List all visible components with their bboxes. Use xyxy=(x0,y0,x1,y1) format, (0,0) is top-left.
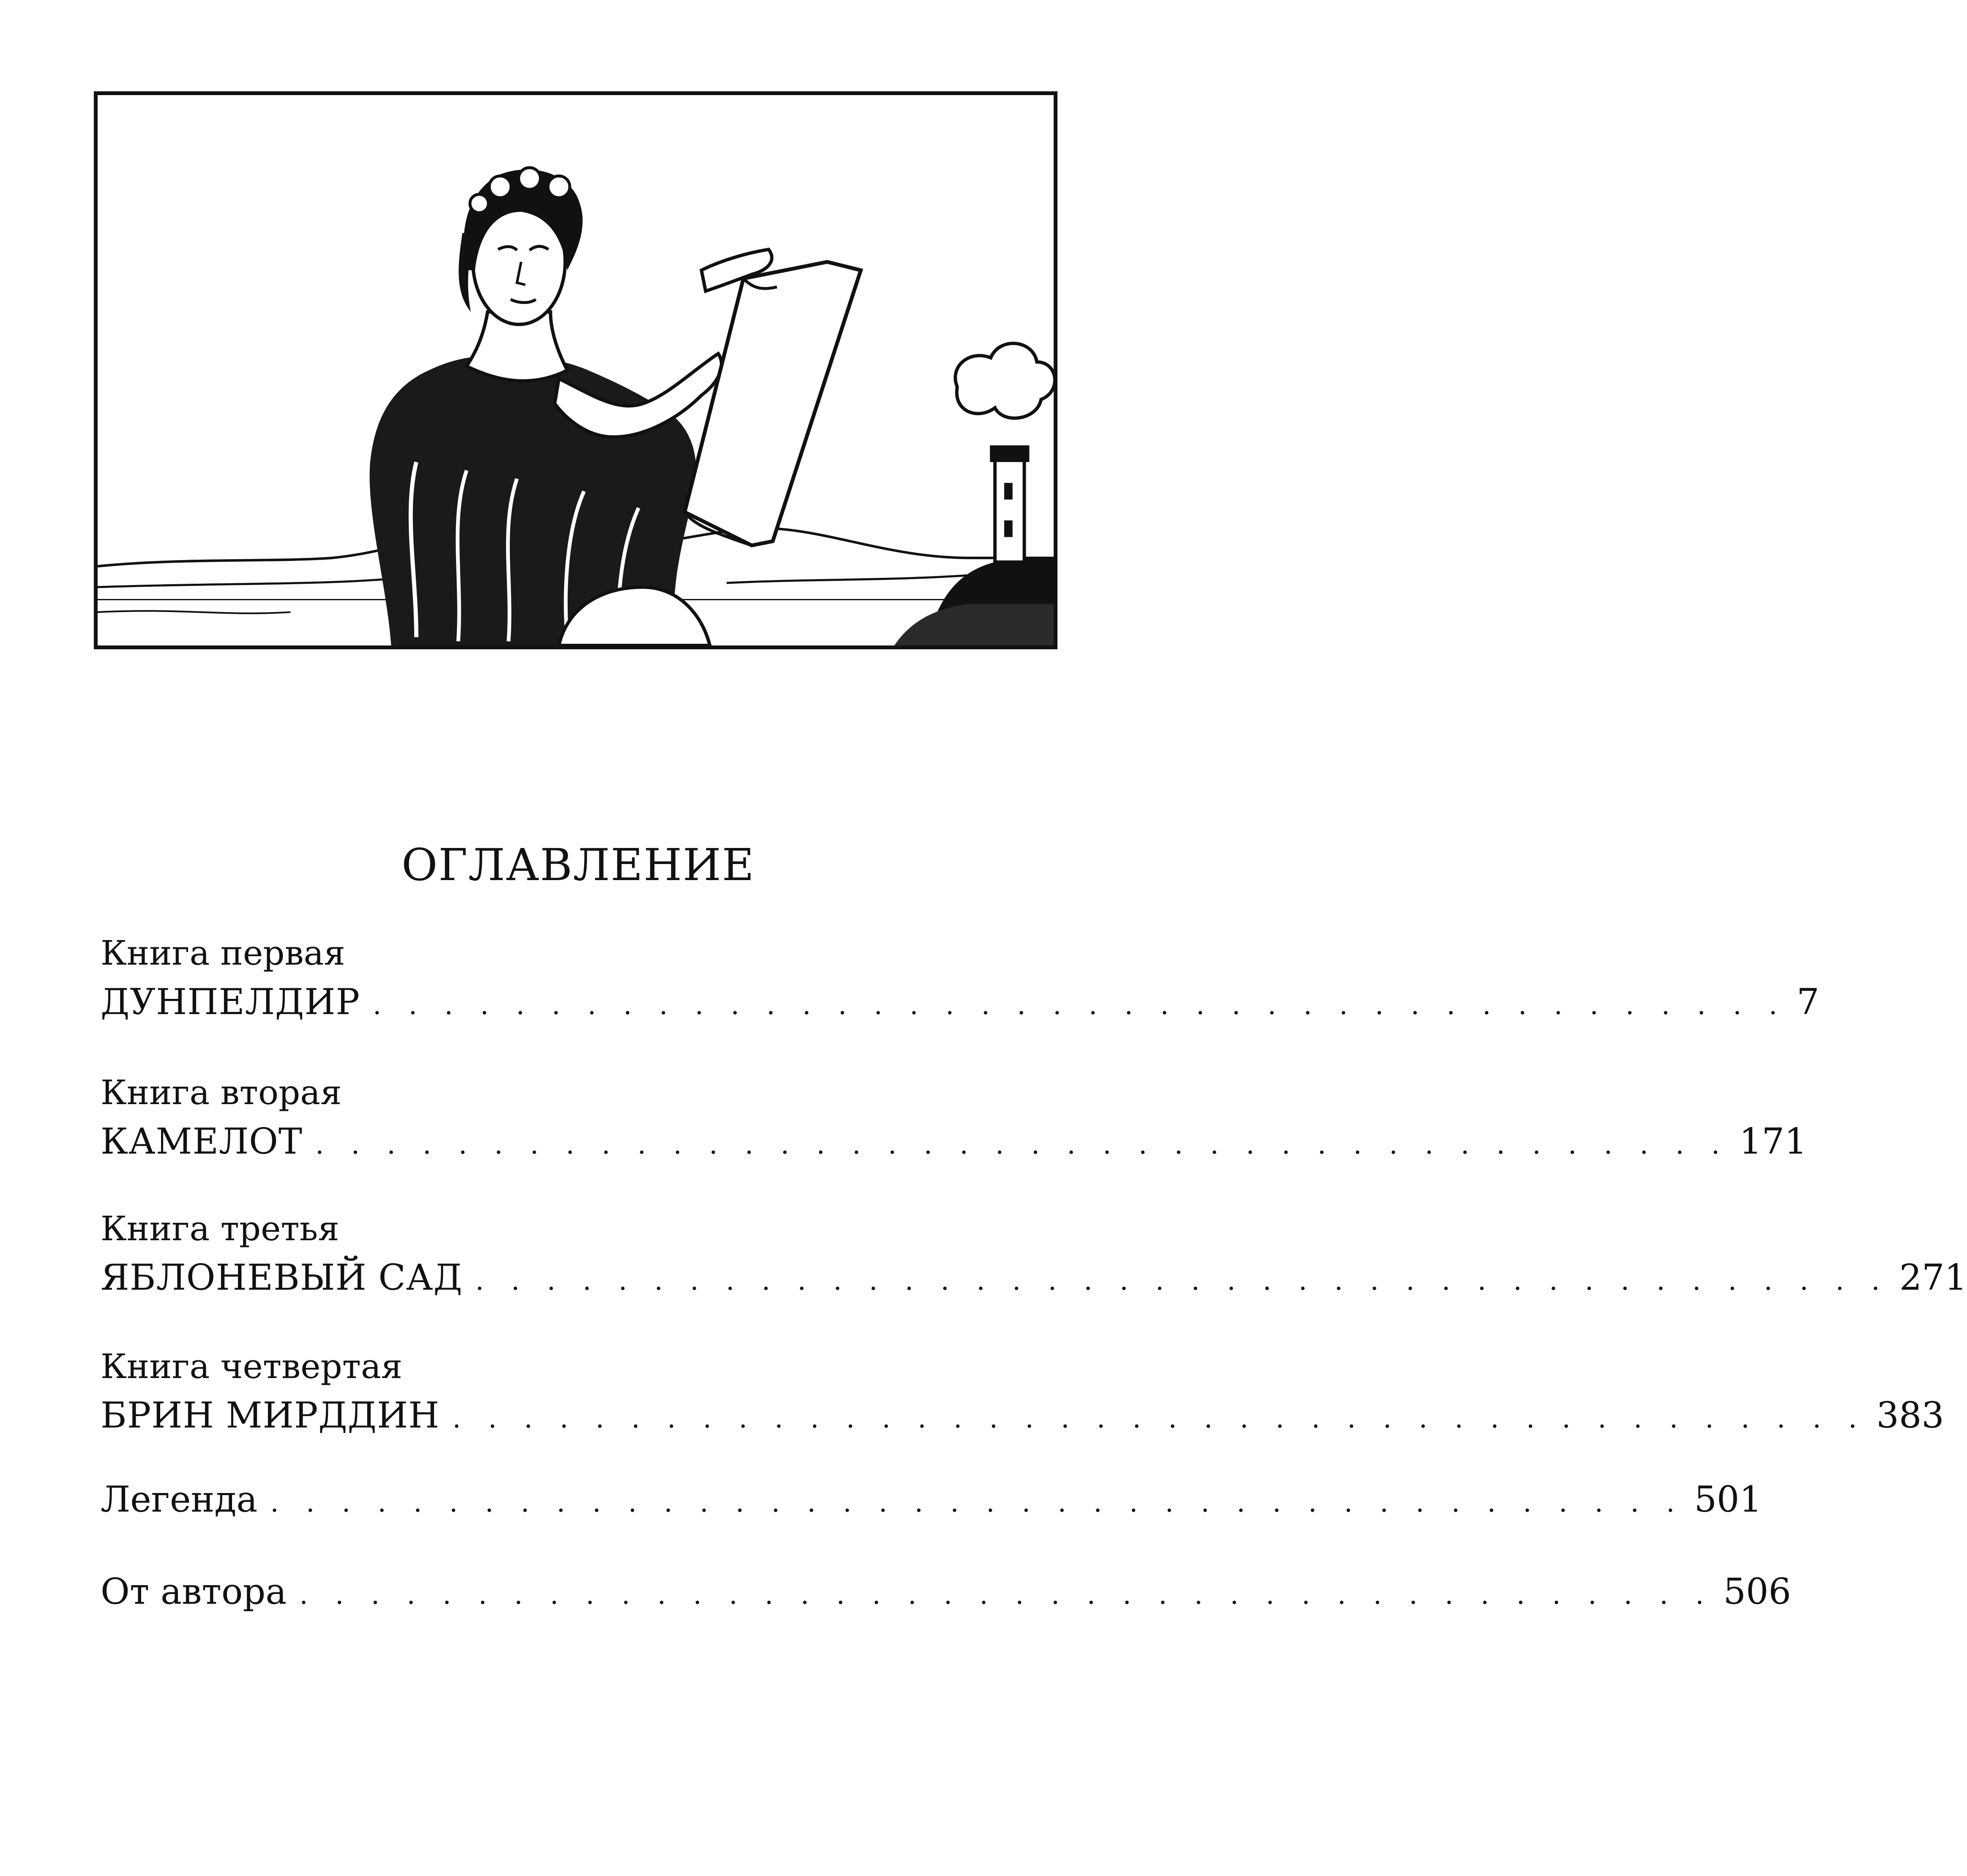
dot-leader: . . . . . . . . . . . . . . . . . . . . . . . . . . . . . . . . . . . . . . . . xyxy=(299,1579,1713,1611)
chapter-title: Легенда xyxy=(101,1479,258,1520)
book-label: Книга четвертая xyxy=(101,1347,403,1386)
book-label: Книга первая xyxy=(101,933,345,973)
toc-title: ОГЛАВЛЕНИЕ xyxy=(401,839,755,891)
toc-row xyxy=(101,1474,1762,1525)
book-label: Книга третья xyxy=(101,1209,339,1248)
chapter-title: ДУНПЕЛДИР xyxy=(101,981,360,1023)
toc-entry-book-3 xyxy=(101,1206,1967,1303)
toc-entry-legend xyxy=(101,1474,1762,1525)
toc-row xyxy=(101,1252,1967,1303)
toc-entry-book-1 xyxy=(101,930,1819,1027)
book-label: Книга вторая xyxy=(101,1073,342,1112)
dot-leader: . . . . . . . . . . . . . . . . . . . . . . . . . . . . . . . . . . . . . . . . xyxy=(270,1487,1684,1518)
chapter-title: ЯБЛОНЕВЫЙ САД xyxy=(101,1257,463,1298)
page-number: 171 xyxy=(1739,1121,1807,1162)
toc-row xyxy=(101,1116,1807,1167)
toc-entry-book-4 xyxy=(101,1343,1944,1441)
frontispiece-illustration xyxy=(94,91,1057,649)
toc-row xyxy=(101,1390,1944,1441)
dot-leader: . . . . . . . . . . . . . . . . . . . . . . . . . . . . . . . . . . . . . . . . xyxy=(452,1403,1866,1434)
muse-with-scroll-icon xyxy=(98,95,1054,645)
toc-row xyxy=(101,976,1819,1027)
dot-leader: . . . . . . . . . . . . . . . . . . . . . . . . . . . . . . . . . . . . . . . . xyxy=(475,1265,1889,1296)
dot-leader: . . . . . . . . . . . . . . . . . . . . . . . . . . . . . . . . . . . . . . . . xyxy=(315,1129,1729,1160)
page-number: 501 xyxy=(1694,1479,1762,1520)
page-number: 506 xyxy=(1723,1571,1791,1612)
chapter-title: От автора xyxy=(101,1571,287,1612)
chapter-title: КАМЕЛОТ xyxy=(101,1121,303,1162)
chapter-title: БРИН МИРДДИН xyxy=(101,1395,440,1436)
dot-leader: . . . . . . . . . . . . . . . . . . . . . . . . . . . . . . . . . . . . . . . . xyxy=(372,990,1787,1021)
toc-entry-book-2 xyxy=(101,1069,1807,1167)
page-number: 383 xyxy=(1876,1395,1944,1436)
page-number: 271 xyxy=(1899,1257,1967,1298)
toc-entry-afterword xyxy=(101,1566,1791,1617)
page-number: 7 xyxy=(1797,981,1819,1023)
toc-row xyxy=(101,1566,1791,1617)
